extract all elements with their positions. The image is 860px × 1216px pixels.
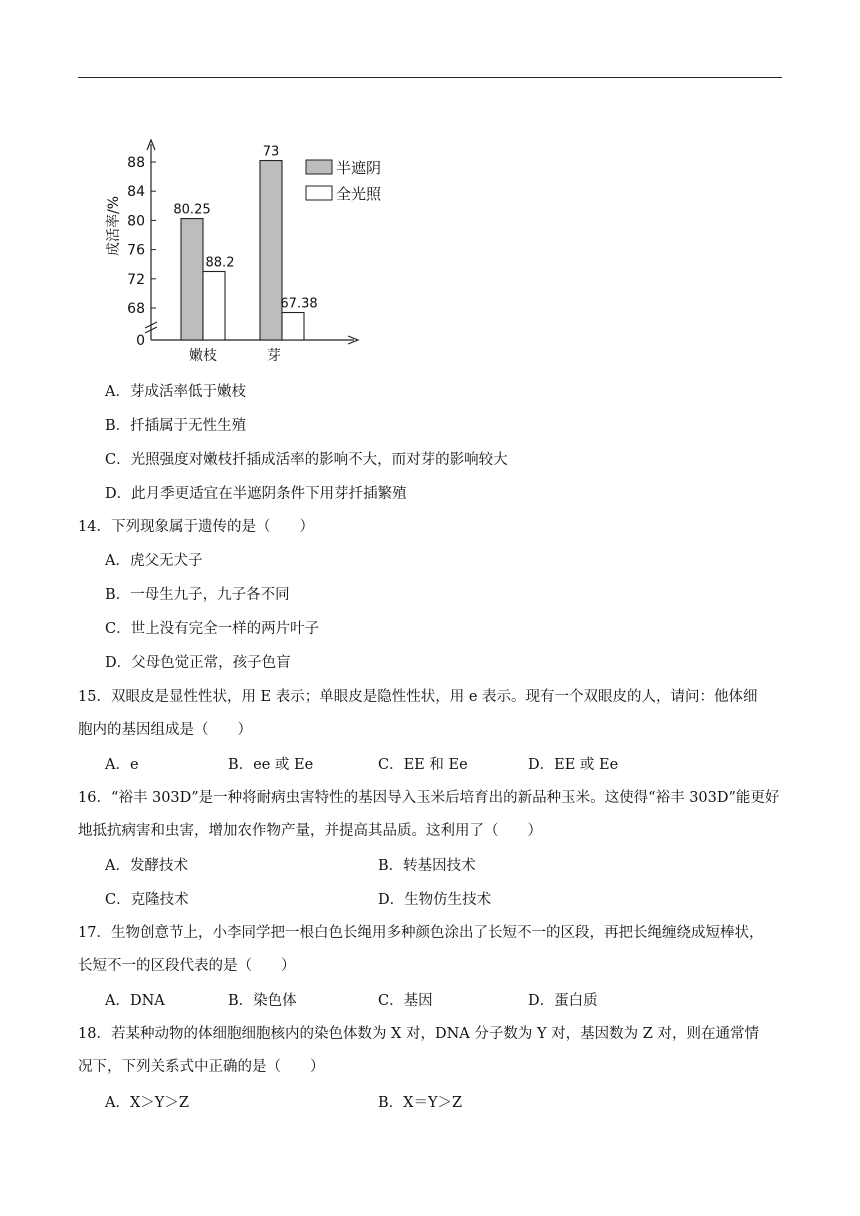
q15-option-c[interactable]: C．EE 和 Ee xyxy=(378,757,468,773)
y-tick-label: 84 xyxy=(127,184,145,201)
y-axis-title: 成活率/% xyxy=(106,195,122,257)
q14-stem: 14．下列现象属于遗传的是（ ） xyxy=(78,519,314,535)
bar xyxy=(260,161,282,340)
q15-option-b[interactable]: B．ee 或 Ee xyxy=(228,757,314,773)
bar-data-label: 67.38 xyxy=(280,296,318,312)
bar xyxy=(203,272,225,341)
survival-rate-bar-chart xyxy=(96,128,396,368)
q18-stem-line2: 况下，下列关系式中正确的是（ ） xyxy=(78,1059,325,1075)
q17-stem-line2: 长短不一的区段代表的是（ ） xyxy=(78,958,296,974)
q18-option-a[interactable]: A．X＞Y＞Z xyxy=(105,1095,189,1111)
q15-stem-line1: 15．双眼皮是显性性状，用 E 表示；单眼皮是隐性性状，用 e 表示。现有一个双眼皮的人，请问：他体细 xyxy=(78,689,758,705)
x-category-label: 芽 xyxy=(267,348,281,364)
q16-option-d[interactable]: D．生物仿生技术 xyxy=(378,892,492,908)
q17-option-c[interactable]: C．基因 xyxy=(378,993,433,1009)
bar-data-label: 88.2 xyxy=(205,255,235,271)
q15-option-a[interactable]: A．e xyxy=(105,757,139,773)
bar-data-label: 80.25 xyxy=(173,202,211,218)
bar xyxy=(282,313,304,340)
bar xyxy=(181,219,203,340)
y-tick-label: 0 xyxy=(136,333,145,349)
header-rule xyxy=(78,77,782,78)
q17-option-a[interactable]: A．DNA xyxy=(105,993,165,1009)
q13-option-a[interactable]: A．芽成活率低于嫩枝 xyxy=(105,384,246,400)
q16-option-a[interactable]: A．发酵技术 xyxy=(105,858,188,874)
q15-option-d[interactable]: D．EE 或 Ee xyxy=(528,757,619,773)
q16-option-b[interactable]: B．转基因技术 xyxy=(378,858,476,874)
q13-option-b[interactable]: B．扦插属于无性生殖 xyxy=(105,418,247,434)
y-tick-label: 80 xyxy=(127,213,145,230)
q18-option-b[interactable]: B．X＝Y＞Z xyxy=(378,1095,463,1111)
q13-option-d[interactable]: D．此月季更适宜在半遮阴条件下用芽扦插繁殖 xyxy=(105,486,407,502)
legend-swatch xyxy=(306,186,332,200)
q16-stem-line1: 16．“裕丰 303D”是一种将耐病虫害特性的基因导入玉米后培育出的新品种玉米。这使得“裕丰 303D”能更好 xyxy=(78,790,780,806)
q14-option-d[interactable]: D．父母色觉正常，孩子色盲 xyxy=(105,655,291,671)
legend-swatch xyxy=(306,160,332,174)
q15-stem-line2: 胞内的基因组成是（ ） xyxy=(78,722,252,738)
q17-option-b[interactable]: B．染色体 xyxy=(228,993,297,1009)
legend-label: 全光照 xyxy=(336,185,382,203)
legend-label: 半遮阴 xyxy=(336,159,382,177)
x-category-label: 嫩枝 xyxy=(189,348,217,364)
y-tick-label: 72 xyxy=(127,271,145,288)
q13-option-c[interactable]: C．光照强度对嫩枝扦插成活率的影响不大，而对芽的影响较大 xyxy=(105,452,508,468)
q14-option-c[interactable]: C．世上没有完全一样的两片叶子 xyxy=(105,621,320,637)
q16-stem-line2: 地抵抗病害和虫害，增加农作物产量，并提高其品质。这利用了（ ） xyxy=(78,823,542,839)
q16-option-c[interactable]: C．克隆技术 xyxy=(105,892,189,908)
bar-data-label: 73 xyxy=(262,144,280,160)
q17-stem-line1: 17．生物创意节上，小李同学把一根白色长绳用多种颜色涂出了长短不一的区段，再把长绳缠绕成短棒状， xyxy=(78,925,764,941)
y-tick-label: 88 xyxy=(127,155,145,171)
q18-stem-line1: 18．若某种动物的体细胞细胞核内的染色体数为 X 对，DNA 分子数为 Y 对，基因数为 Z 对，则在通常情 xyxy=(78,1026,759,1042)
q14-option-b[interactable]: B．一母生九子，九子各不同 xyxy=(105,587,290,603)
q17-option-d[interactable]: D．蛋白质 xyxy=(528,993,598,1009)
y-tick-label: 76 xyxy=(127,242,145,259)
y-tick-label: 68 xyxy=(127,301,145,317)
q14-option-a[interactable]: A．虎父无犬子 xyxy=(105,553,203,569)
